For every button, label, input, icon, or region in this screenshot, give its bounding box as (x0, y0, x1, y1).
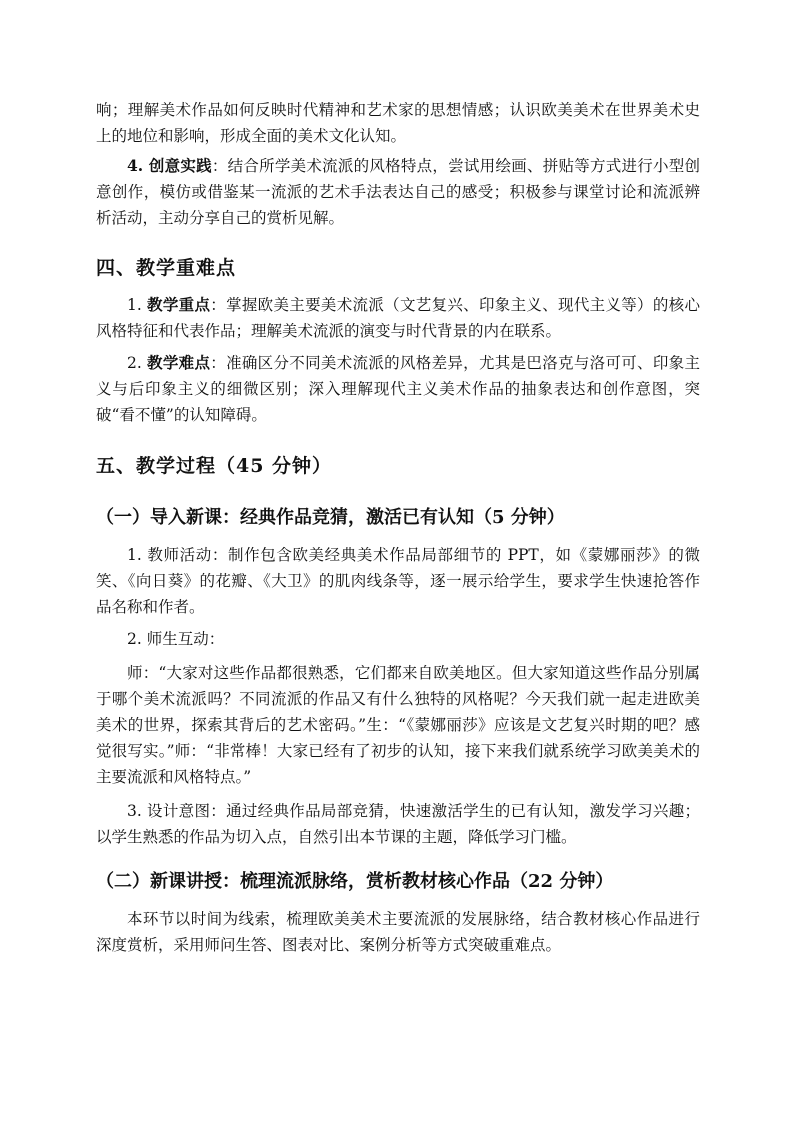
subsection-1-heading: （一）导入新课：经典作品竞猜，激活已有认知（5 分钟） (96, 507, 565, 528)
difficult-points-lead: 教学难点 (147, 353, 211, 372)
sub2-intro: 本环节以时间为线索，梳理欧美美术主要流派的发展脉络，结合教材核心作品进行深度赏析，采用师问生答、图表对比、案例分析等方式突破重难点。 (96, 910, 700, 954)
section-5-heading: 五、教学过程（45 分钟） (96, 455, 333, 477)
key-points-paragraph (96, 292, 700, 344)
key-points-lead: 教学重点 (147, 295, 211, 314)
key-points-text: ：掌握欧美主要美术流派（文艺复兴、印象主义、现代主义等）的核心风格特征和代表作品；理解美术流派的演变与时代背景的内在联系。 (96, 296, 700, 340)
objective-3-continuation: 响；理解美术作品如何反映时代精神和艺术家的思想情感；认识欧美美术在世界美术史上的地位和影响，形成全面的美术文化认知。 (96, 101, 700, 145)
sub1-interaction-label: 2. 师生互动： (127, 630, 225, 648)
objective-4-text: ：结合所学美术流派的风格特点，尝试用绘画、拼贴等方式进行小型创意创作，模仿或借鉴某一流派的艺术手法表达自己的感受；积极参与课堂讨论和流派辨析活动，主动分享自己的赏析见解。 (96, 157, 700, 227)
section-4-heading: 四、教学重难点 (96, 257, 237, 279)
difficult-points-number: 2. (127, 354, 148, 372)
objective-4-lead: 4. 创意实践 (127, 156, 212, 175)
sub1-design-intent: 3. 设计意图：通过经典作品局部竞猜，快速激活学生的已有认知，激发学习兴趣；以学生熟悉的作品为切入点，自然引出本节课的主题，降低学习门槛。 (96, 802, 700, 846)
difficult-points-paragraph (96, 350, 700, 428)
key-points-number: 1. (127, 296, 148, 314)
objective-4-creative-practice (96, 153, 700, 231)
subsection-2-heading: （二）新课讲授：梳理流派脉络，赏析教材核心作品（22 分钟） (96, 871, 614, 892)
sub1-teacher-activity: 1. 教师活动：制作包含欧美经典美术作品局部细节的 PPT，如《蒙娜丽莎》的微笑、《向日葵》的花瓣、《大卫》的肌肉线条等，逐一展示给学生，要求学生快速抢答作品名称和作者。 (96, 546, 700, 616)
sub1-dialogue: 师：“大家对这些作品都很熟悉，它们都来自欧美地区。但大家知道这些作品分别属于哪个美术流派吗？不同流派的作品又有什么独特的风格呢？今天我们就一起走进欧美美术的世界，探索其背后的艺术密码。”生：“《蒙娜丽莎》应该是文艺复兴时期的吧？感觉很写实。”师：“非常棒！大家已经有了初步的认知，接下来我们就系统学习欧美美术的主要流派和风格特点。” (96, 664, 700, 786)
difficult-points-text: ：准确区分不同美术流派的风格差异，尤其是巴洛克与洛可可、印象主义与后印象主义的细微区别；深入理解现代主义美术作品的抽象表达和创作意图，突破“看不懂”的认知障碍。 (96, 354, 700, 424)
